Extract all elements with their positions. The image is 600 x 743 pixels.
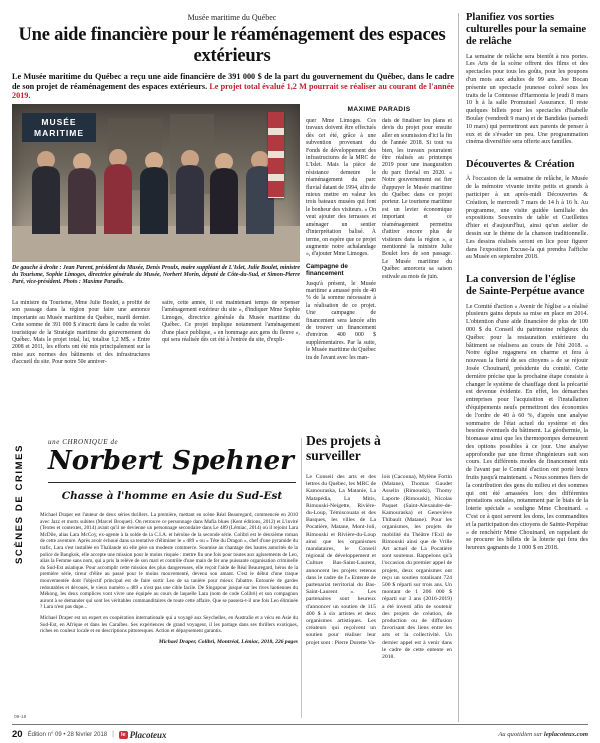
chronicle-code: 09-18 bbox=[14, 715, 27, 720]
sidebar-article-title: Découvertes & Création bbox=[466, 159, 575, 171]
news-sidebar bbox=[466, 12, 588, 565]
chronicle-pretitle: une CHRONIQUE de bbox=[48, 438, 119, 446]
sidebar-article-title: La conversion de l'église de Sainte-Perpétue avance bbox=[466, 274, 585, 298]
chronicle-body-1: Michael Draper est l'auteur de deux séries thrillers. La première, mettant en scène Réal Beauregard, commencée en 2010 avec Jazz et morts subites (Marcel Broquet). On retrouve ce personnage dans Mafia blues (Kent éditions, 2012) et L'invité (Textes et contextes, 2014) avant qu'il ne devienne un personnage secondaire dans Le 489 (Lémiac, 2014) où il rejoint Lara McDile, alias Lara McCoy, ex-agente à la solde de la C.I.A. et héroïne de la seconde série. Colibri est le deuxième roman de cette aventure. Après avoir échoué dans sa tentative d'éliminer le « 489 » ou « Tête du Dragon », chef d'une pyramide du trafic, Lara s'est installée en Thaïlande où elle gère un modeste commerce. Soumise au chantage des hautes autorités de la police de Bangkok, elle accepte une mission pour le moins risquée : mettre fin une fois pour toutes aux agissements de Leo, alias la Femme sans nom, qui a pris la relève de son mari et contrôle d'une main de fer une puissante organisation criminelle du Sud-Est asiatique. Pour accomplir cette mission des plus dangereuses, elle reçoit l'aide de Réal Beauregard, héros de la première série, tireur d'élite au passé pour le moins mouvementé, devenu son amant. C'est le début d'une traque mouvementée dont l'objectif principal est de faire sortir Leo de sa tanière pour mieux l'abattre. Entourée de gardes redoutables et dévoués, le vieux numéro « 489 » n'est pas une cible facile. De Singapour jusque sur les rives laotiennes du Mékong, les deux complices vont vivre une équipée au cours de laquelle Lara (nom de code Colibri) et son compagnon auront à se demander qui sont les véritables commanditaires de toute cette affaire. Que se passera-t-il une fois Leo éliminée ? Lara n'est pas dupe... bbox=[40, 512, 298, 611]
article-column-3 bbox=[306, 118, 376, 432]
sidebar-divider bbox=[458, 13, 459, 722]
article-column-2: saire, cette année, il est maintenant temps de repenser l'aménagement extérieur du site », d'indiquer Mme Sophie Limoges, directrice générale du Musée maritime du Québec. Ce projet implique notamment l'aménagement d'une place publique, « en hommage aux gens du fleuve », qui sera réalisée dès cet été à l'entrée du site, d'expli- bbox=[162, 300, 300, 344]
photo-caption: De gauche à droite : Jean Parent, président du Musée, Denis Proulx, maire suppléant de L'Islet, Julie Boulet, ministre du Tourisme, Sophie Limoges, directrice générale du Musée, Norbert Morin, député de Côte-du-Sud, et Simon-Pierre Paré, vice-président. Photo : Maxime Paradis. bbox=[12, 265, 300, 285]
lead-text: Le Musée maritime du Québec a reçu une aide financière de 391 000 $ de la part du gouvernement du Québec, dans le cadre de son projet de réaménagement des espaces extérieurs. bbox=[12, 72, 454, 91]
column-3-text-a: quer Mme Limoges. Ces travaux doivent être effectués dès cet été, grâce à une subvention provenant du Fonds de développement des infrastructures de la MRC de L'Islet. Mais la pièce de résistance demeure le réaménagement du parc fluvial datant de 1994, afin de mieux mettre en valeur les trois bateaux musées qui font le bonheur des visiteurs. « On veut ajouter des terrasses et aménager un sentier d'interprétation balisé. À terme, on espère que ce projet augmente notre achalandage », d'ajouter Mme Limoges. bbox=[306, 118, 376, 258]
article-byline: MAXIME PARADIS bbox=[347, 106, 411, 113]
sidebar-article-relache bbox=[466, 12, 588, 147]
article-column-4: dats de finaliser les plans et devis du projet pour ensuite aller en soumission d'ici la fin de l'année 2018. Si tout va bien, les travaux pourraient être réalisés au printemps 2019 pour une inauguration du parc fluvial en 2020. « Notre gouvernement est fier d'appuyer le Musée maritime du Québec dans ce projet porteur. Le tourisme maritime est un levier économique important et ce réaménagement permettra d'attirer encore plus de visiteurs dans la région », a mentionné la ministre Julie Boulet lors de son passage. Le Musée maritime du Québec amorcera sa saison estivale au mois de juin. bbox=[382, 118, 452, 280]
chronicle-section bbox=[12, 438, 298, 720]
chronicle-divider bbox=[48, 482, 296, 483]
tagline-text: Au quotidien sur bbox=[498, 731, 544, 738]
article-photo bbox=[12, 104, 300, 262]
projects-headline: Des projets à surveiller bbox=[306, 433, 381, 463]
footer-page-number: 20 bbox=[12, 729, 23, 740]
lead-highlight: Le projet total évalué 1,2 M pourrait se réaliser au courant de l'année 2019. bbox=[12, 81, 454, 101]
footer-separator: | bbox=[112, 731, 114, 738]
footer-edition: Édition n° 09 • 28 février 2018 bbox=[27, 731, 108, 738]
footer-tagline bbox=[498, 731, 588, 738]
sidebar-article-eglise bbox=[466, 274, 588, 553]
article-headline: Une aide financière pour le réaménagement des espaces extérieurs bbox=[18, 25, 446, 66]
photo-flag bbox=[268, 112, 284, 198]
brand-logo bbox=[119, 730, 167, 740]
sidebar-article-title: Planifiez vos sorties culturelles pour la semaine de relâche bbox=[466, 12, 587, 48]
sidebar-article-body: Le Comité d'action « Avenir de l'église » a réalisé plusieurs gains depuis sa mise en place en 2014. L'obtention d'une aide financière de plus de 100 000 $ du Conseil du patrimoine religieux du Québec pour la restauration extérieure du bâtiment se réalisera au cours de l'été 2018. « Notre église regagnera en charme et fera à nouveau la fierté de ses citoyens » de se réjouir Josée Chouinard, présidente du comité. Cette dernière précise que la prochaine étape consiste à changer le système de chauffage dont la précarité est devenue évidente. En effet, les démarches entreprises pour l'acquisition et l'installation d'équipements neufs permettront des économies de l'ordre de 40 à 60 %, d'après une analyse sommaire de l'état actuel du système et des besoins éventuels du bâtiment. La géothermie, la biomasse ainsi que les thermopompes demeurent des options possibles à ce jour. Une analyse approfondie par une firme d'ingénieurs suit son cours. Les différents modes de financement mis de l'avant par le Comité d'action ont porté leurs fruits jusqu'à maintenant. « Nous sommes fiers de la contribution des gens du milieu et des sommes qui ont été amassées lors des différentes prestations sociales, notamment par le biais de la loterie spéciale » souligne Mme Chouinard. « C'est ce à quoi servent les dons, les commandites et la participation des citoyens de Sainte-Perpétue » de renchérir Mme Chouinard, en rappelant de se procurer les billets de la loterie qui fera des heureux gagnants de 1 000 $ en 2018. bbox=[466, 303, 588, 552]
site-url: leplacoteux.com bbox=[543, 731, 588, 738]
column-3-text-b: Jusqu'à présent, le Musée maritime a amassé près de 40 % de la somme nécessaire à la réalisation de ce projet. Une campagne de financement sera lancée afin de trouver un financement d'environ 400 000 $ supplémentaires. Par la suite, le Musée maritime du Québec ira de l'avant avec les man- bbox=[306, 280, 376, 361]
projects-column-1: Le Conseil des arts et des lettres du Québec, les MRC de Kamouraska, La Matanie, La Matapédia, La Mitis, Rimouski-Neigette, Rivière-du-Loup, Témiscouata et des Basques, les villes de La Pocatière, Matane, Mont-Joli, Rimouski et Rivière-du-Loup ainsi que les organismes mandataires, le Conseil régional de développement et Culture Bas-Saint-Laurent, annoncent les projets retenus dans le cadre de l'« Entente de partenariat territorial du Bas-Saint-Laurent ». Les partenaires sont heureux d'annoncer un soutien de 115 400 $ à six artistes et deux organismes artistiques. Les créateurs qui reçoivent un soutien pour réaliser leur projet sont : Pierre Durette Va- bbox=[306, 474, 376, 646]
section-label-crime-scenes: SCÈNES DE CRIMES bbox=[14, 443, 25, 565]
sidebar-article-body: À l'occasion de la semaine de relâche, le Musée de la mémoire vivante invite petits et grands à participer à un après-midi Découvertes & Création, le mercredi 7 mars de 14 h à 16 h. Au programme, une visite guidée familiale des expositions Souvenirs de table et Cueillettes d'hier et d'aujourd'hui, ainsi qu'un atelier de dessin sur le thème de la chanson traditionnelle. Les dessins réalisés seront en lice pour figurer dans l'exposition Excuse-la qui prendra l'affiche au Musée en septembre 2018. bbox=[466, 176, 588, 261]
chronicle-signature: Michael Draper, Colibri, Montréal, Lémiac, 2018, 226 pages bbox=[158, 638, 298, 645]
chronicle-body-2: Michael Draper est un expert en coopération internationale qui a voyagé aux Seychelles, en Australie et a vécu en Asie du Sud-Est, en Afrique et dans les Caraïbes. Ses expériences de grand voyageur, il les partage dans ses thrillers exotiques, riches en couleur locale et en descriptions pittoresques. Action et dépaysement garantis. bbox=[40, 614, 298, 635]
sidebar-article-decouvertes bbox=[466, 159, 588, 262]
page-footer bbox=[12, 724, 588, 740]
article-kicker: Musée maritime du Québec bbox=[187, 13, 277, 22]
article-column-1: La ministre du Tourisme, Mme Julie Boulet, a profité de son passage dans la région pour faire une annonce importante au Musée maritime du Québec, mardi dernier. Cette somme de 391 000 $ s'inscrit dans le cadre du volet touristique de la Stratégie maritime du gouvernement du Québec. Mais le projet total, lui, totalise 1,2 M$. « Entre 2008 et 2011, les efforts ont été mis principalement sur la mise aux normes des bâtiments et des infrastructures d'accueil du site. Pour notre 50e anniver- bbox=[12, 300, 150, 366]
sidebar-article-body: La semaine de relâche sera bientôt à nos portes. Les Arts de la scène offrent des films et des spectacles pour tous les goûts, pour les poupons d'un mois aux adultes de 99 ans. Joe Bocan présente un spectacle jeunesse coloré sous les traits de la Comtesse d'Harmonia le jeudi 8 mars 10 h à la salle Promutuel Assurance. Il reste quelques billets pour les spectacles d'Isabelle Boulay (vendredi 9 mars) et de Bandidas (samedi 10 mars) qui permettront aux parents de penser à eux et de s'évader un peu. Une programmation cinéma diversifiée sera offerte aux familles. bbox=[466, 53, 588, 146]
photo-banner: MUSÉE MARITIME bbox=[22, 113, 96, 142]
projects-article bbox=[306, 434, 452, 720]
article-subhead: Campagne de financement bbox=[306, 262, 348, 278]
chronicle-text bbox=[40, 512, 298, 645]
projects-column-2: lois (Cacouna), Mylène Fortin (Matane), Thomas Gaudet Asselin (Rimouski), Thomy Laporte (Rimouski), Nicolas Paquet (Saint-Alexandre-de-Kamouraska) et Geneviève Thibault (Matane). Pour les organismes, les projets de mobilité du Théâtre l'Exil de Rimouski ainsi que de Vrille Art actuel de La Pocatière sont soutenus. Rappelons qu'à l'occasion du premier appel de projets, deux organismes ont reçu un soutien totalisant 724 500 $ réparti sur trois ans. Un montant de 1 206 000 $ réparti sur 3 ans (2016-2019) a été investi afin de soutenir des projets de création, de production ou de diffusion favorisant des liens entre les arts et la collectivité. Un dernier appel est à venir dans le cadre de cette entente en 2018. bbox=[382, 474, 452, 661]
column-divider bbox=[301, 438, 302, 718]
chronicle-author: Norbert Spehner bbox=[48, 446, 294, 476]
brand-mark: le bbox=[120, 731, 126, 738]
footer-left bbox=[12, 729, 167, 740]
brand-name: Placoteux bbox=[129, 729, 167, 740]
chronicle-title: Chasse à l'homme en Asie du Sud-Est bbox=[61, 490, 283, 502]
article-lead bbox=[12, 72, 454, 101]
